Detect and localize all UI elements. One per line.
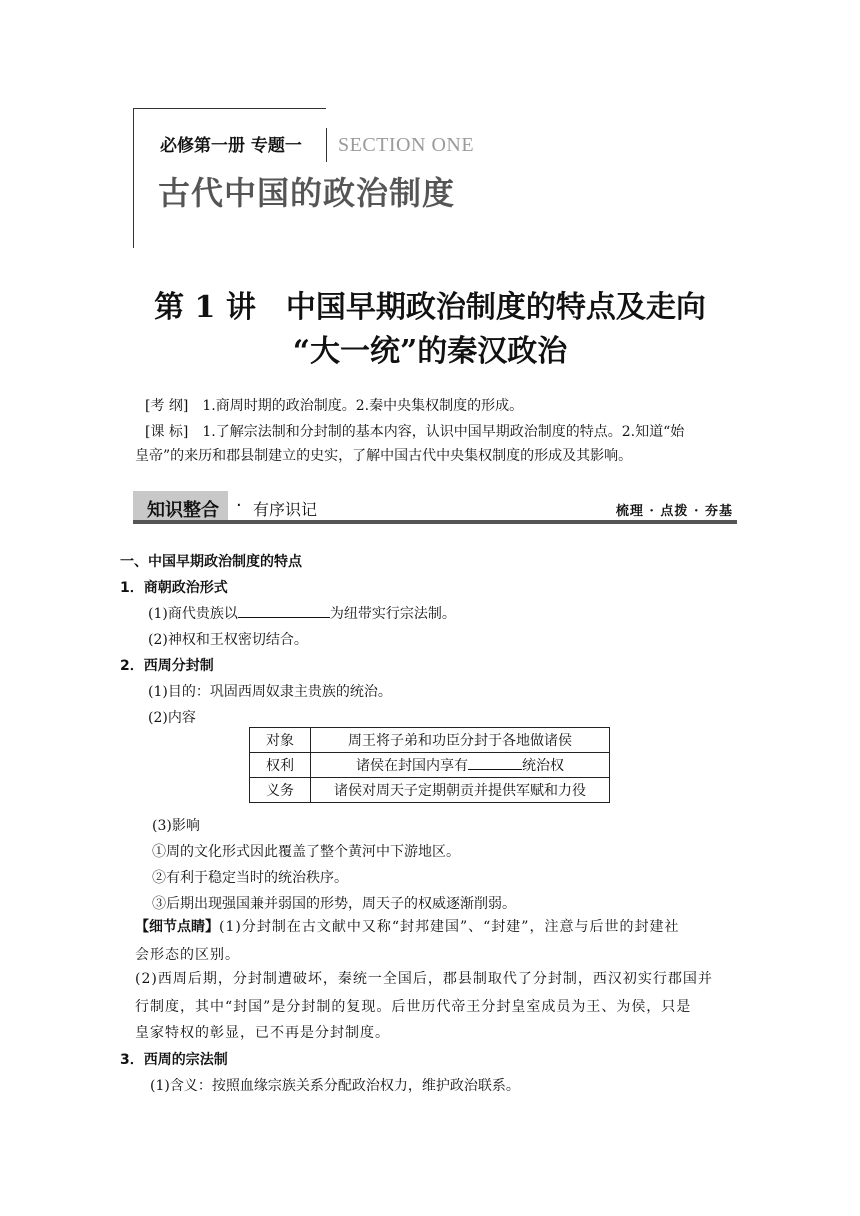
kebiao-text-line2: 皇帝”的来历和郡县制建立的史实，了解中国古代中央集权制度的形成及其影响。: [135, 448, 633, 464]
zongfa-meaning: (1)含义：按照血缘宗族关系分配政治权力，维护政治联系。: [150, 1078, 520, 1094]
shang-item-1-post: 为纽带实行宗法制。: [329, 606, 456, 622]
detail-note-2a: (2)西周后期，分封制遭破坏，秦统一全国后，郡县制取代了分封制，西汉初实行郡国并: [135, 971, 713, 987]
fenfeng-content-label: (2)内容: [148, 710, 196, 726]
banner-dot: ·: [236, 495, 242, 516]
impact-item-2: ②有利于稳定当时的统治秩序。: [152, 870, 348, 886]
table-cell-header: 对象: [250, 728, 311, 753]
section-heading-1: 一、中国早期政治制度的特点: [120, 554, 302, 570]
section-banner: [133, 491, 737, 523]
header-frame-horizontal-line: [133, 108, 326, 109]
table-cell: [311, 753, 610, 778]
detail-note-label: 【细节点睛】: [135, 919, 219, 935]
fenfeng-purpose: (1)目的：巩固西周奴隶主贵族的统治。: [148, 684, 392, 700]
table-row: [250, 778, 610, 803]
subheading-shang: 1．商朝政治形式: [120, 580, 228, 596]
kebiao-text-line1: [课 标] 1.了解宗法制和分封制的基本内容，认识中国早期政治制度的特点。2.知道“始: [145, 424, 685, 440]
detail-note-2c: 皇家特权的彰显，已不再是分封制度。: [135, 1025, 390, 1041]
banner-main-label: 知识整合: [147, 500, 219, 521]
subheading-zongfa: 3．西周的宗法制: [120, 1052, 228, 1068]
table-cell-header: 义务: [250, 778, 311, 803]
fenfeng-impact-label: (3)影响: [152, 818, 200, 834]
detail-note-1a: (1)分封制在古文献中又称“封邦建国”、“封建”，注意与后世的封建社: [219, 919, 680, 935]
lecture-title-line2: “大一统”的秦汉政治: [292, 334, 568, 369]
kaogang-text: [考 纲] 1.商周时期的政治制度。2.秦中央集权制度的形成。: [145, 398, 524, 414]
subheading-fenfeng: 2．西周分封制: [120, 658, 214, 674]
banner-underline: [133, 520, 737, 524]
detail-note-1: [135, 913, 735, 941]
impact-item-1: ①周的文化形式因此覆盖了整个黄河中下游地区。: [152, 844, 460, 860]
lecture-title-line1: 第 1 讲 中国早期政治制度的特点及走向: [154, 290, 706, 325]
banner-sub-label: 有序识记: [253, 500, 318, 519]
header-title: 古代中国的政治制度: [158, 174, 456, 212]
header-frame-vertical-line: [133, 108, 134, 248]
shang-item-2: (2)神权和王权密切结合。: [148, 632, 308, 648]
fill-blank[interactable]: [238, 603, 330, 618]
header-subtitle: 必修第一册 专题一: [160, 136, 302, 156]
table-row: [250, 753, 610, 778]
table-cell: 诸侯对周天子定期朝贡并提供军赋和力役: [311, 778, 610, 803]
header-section-english: SECTION ONE: [338, 134, 475, 156]
fill-blank[interactable]: [468, 755, 522, 770]
table-cell-pre: 诸侯在封国内享有: [356, 758, 468, 774]
table-row: [250, 728, 610, 753]
table-cell-header: 权利: [250, 753, 311, 778]
banner-right-label: 梳理 · 点拨 · 夯基: [615, 504, 733, 519]
table-cell-post: 统治权: [522, 758, 564, 774]
shang-item-1-pre: (1)商代贵族以: [148, 606, 238, 622]
table-cell: 周王将子弟和功臣分封于各地做诸侯: [311, 728, 610, 753]
shang-item-1: [148, 603, 456, 623]
detail-note-1b: 会形态的区别。: [135, 947, 240, 963]
detail-note-2b: 行制度，其中“封国”是分封制的复现。后世历代帝王分封皇室成员为王、为侯，只是: [135, 999, 692, 1015]
header-separator-line: [326, 128, 327, 162]
impact-item-3: ③后期出现强国兼并弱国的形势，周天子的权威逐渐削弱。: [152, 896, 516, 912]
fenfeng-content-table: [249, 727, 610, 803]
